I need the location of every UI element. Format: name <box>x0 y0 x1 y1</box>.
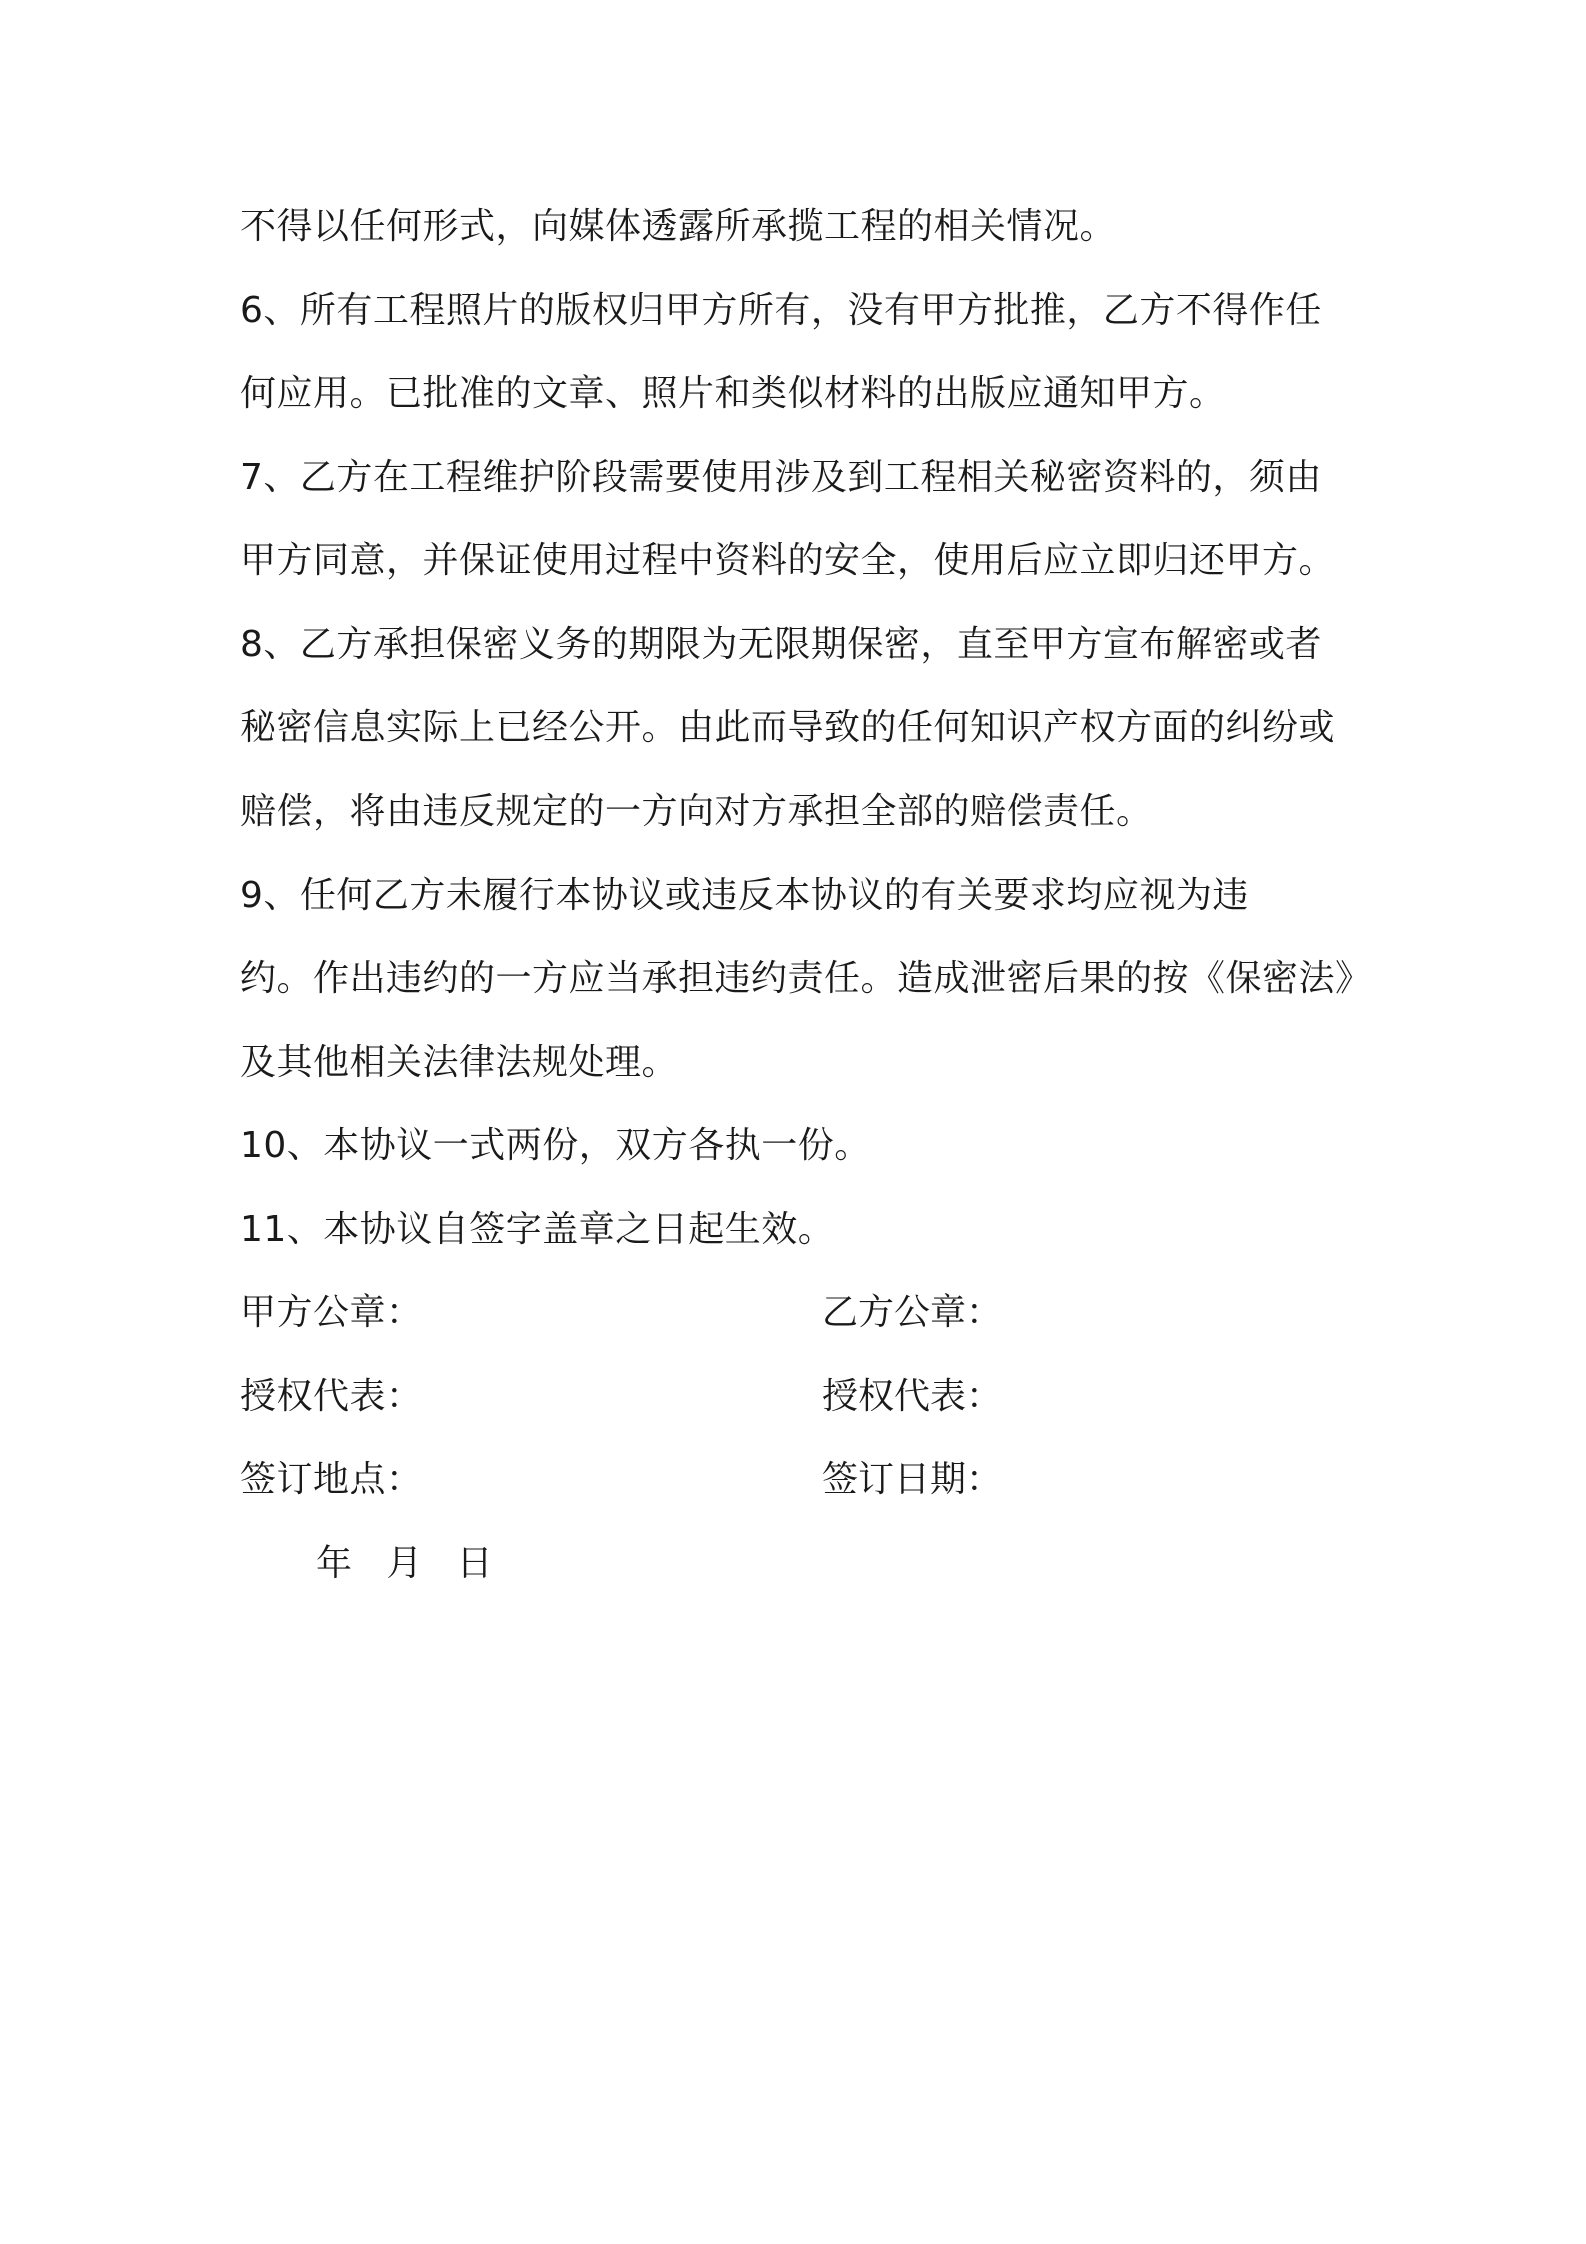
signing-date-label: 签订日期： <box>822 1459 1003 1500</box>
text-line-12: 10、本协议一式两份，双方各执一份。 <box>240 1125 871 1166</box>
text-line-8: 赔偿，将由违反规定的一方向对方承担全部的赔偿责任。 <box>240 791 1153 832</box>
party-b-seal-label: 乙方公章： <box>822 1292 1003 1333</box>
date-line: 年 月 日 <box>316 1543 493 1584</box>
party-b-representative-label: 授权代表： <box>822 1376 1003 1417</box>
text-line-4: 7、乙方在工程维护阶段需要使用涉及到工程相关秘密资料的，须由 <box>240 457 1322 498</box>
text-line-11: 及其他相关法律法规处理。 <box>240 1042 679 1083</box>
text-line-5: 甲方同意，并保证使用过程中资料的安全，使用后应立即归还甲方。 <box>240 540 1336 581</box>
text-line-7: 秘密信息实际上已经公开。由此而导致的任何知识产权方面的纠纷或 <box>240 707 1336 748</box>
text-line-6: 8、乙方承担保密义务的期限为无限期保密，直至甲方宣布解密或者 <box>240 624 1322 665</box>
text-line-1: 不得以任何形式，向媒体透露所承揽工程的相关情况。 <box>240 206 1117 247</box>
text-line-3: 何应用。已批准的文章、照片和类似材料的出版应通知甲方。 <box>240 373 1226 414</box>
party-a-representative-label: 授权代表： <box>240 1376 423 1417</box>
party-a-seal-label: 甲方公章： <box>240 1292 423 1333</box>
text-line-13: 11、本协议自签字盖章之日起生效。 <box>240 1209 835 1250</box>
signing-place-label: 签订地点： <box>240 1459 423 1500</box>
text-line-9: 9、任何乙方未履行本协议或违反本协议的有关要求均应视为违 <box>240 875 1249 916</box>
text-line-2: 6、所有工程照片的版权归甲方所有，没有甲方批推，乙方不得作任 <box>240 290 1322 331</box>
text-line-10: 约。作出违约的一方应当承担违约责任。造成泄密后果的按《保密法》 <box>240 958 1372 999</box>
